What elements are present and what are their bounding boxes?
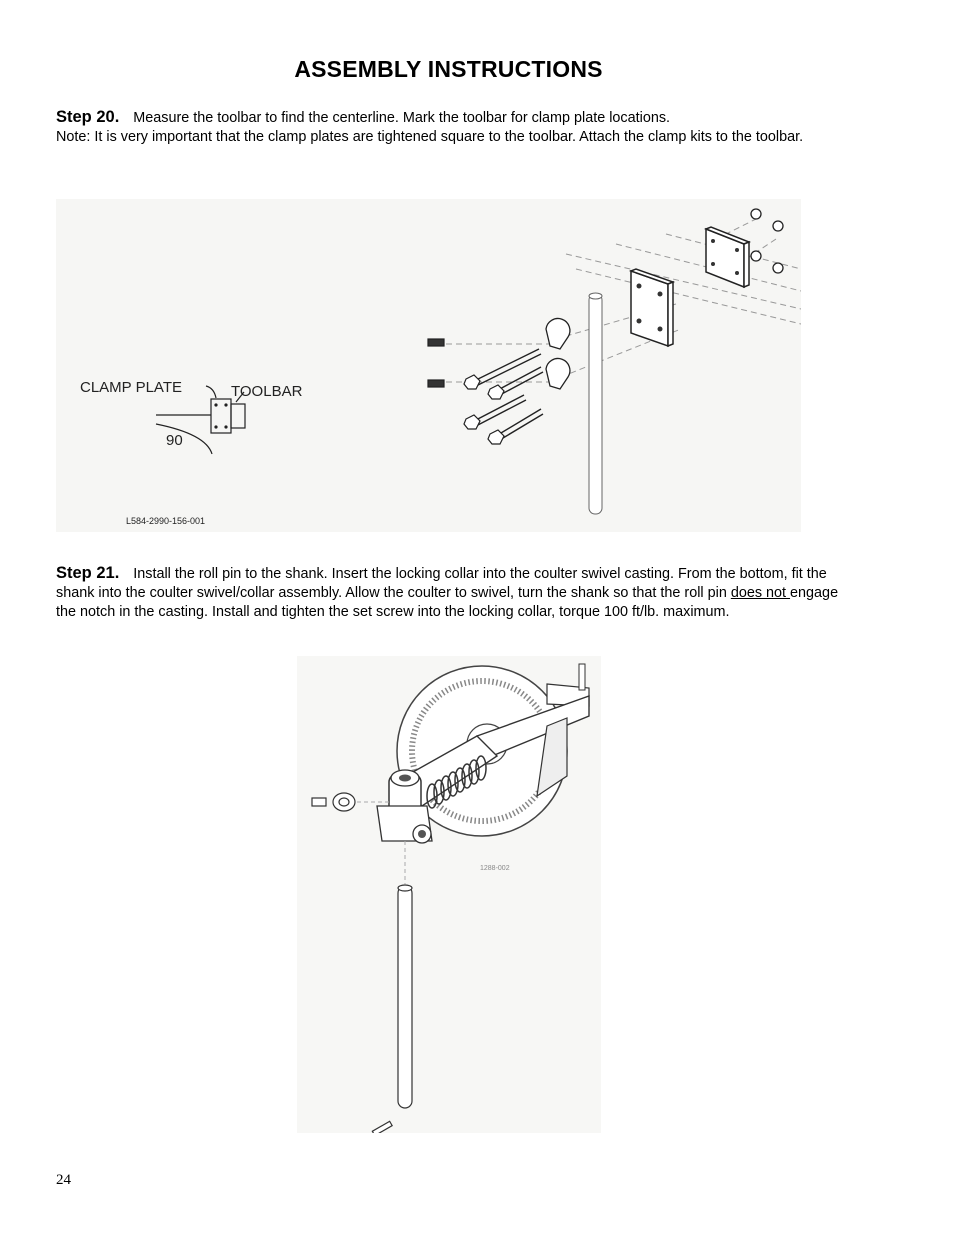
figure1-drawing-number: L584-2990-156-001: [126, 516, 206, 526]
step-20: [56, 108, 846, 147]
toolbar-label: TOOLBAR: [231, 383, 303, 400]
page-title: ASSEMBLY INSTRUCTIONS: [294, 56, 603, 82]
step-20-label: Step 20.: [56, 108, 120, 126]
step-20-line1: Measure the toolbar to find the centerline. Mark the toolbar for clamp plate locations.: [133, 110, 671, 126]
step-21-underlined: does not: [730, 584, 791, 601]
step-21-label: Step 21.: [56, 564, 120, 582]
step-21-text-a: Install the roll pin to the shank. Insert the locking collar into the coulter swivel casting. From the bottom, fit the shank into the coulter swivel/collar assembly. Allow the coulter to swivel, turn the shank so that the roll pin: [56, 566, 827, 601]
step-21-text-b: engage the notch in the casting. Install and tighten the set screw into the locking collar, torque 100 ft/lb. maximum.: [56, 584, 839, 620]
page-number: 24: [56, 1172, 71, 1188]
angle-label: 90: [166, 432, 183, 449]
coulter-swivel-figure: [297, 656, 601, 1133]
figure2-drawing-number: 1288-002: [480, 865, 510, 872]
clamp-plate-figure: [56, 199, 801, 532]
step-21: [56, 564, 846, 621]
clamp-plate-label: CLAMP PLATE: [80, 379, 182, 396]
step-20-note: Note: It is very important that the clamp plates are tightened square to the toolbar. Attach the clamp kits to the toolbar.: [56, 128, 804, 145]
